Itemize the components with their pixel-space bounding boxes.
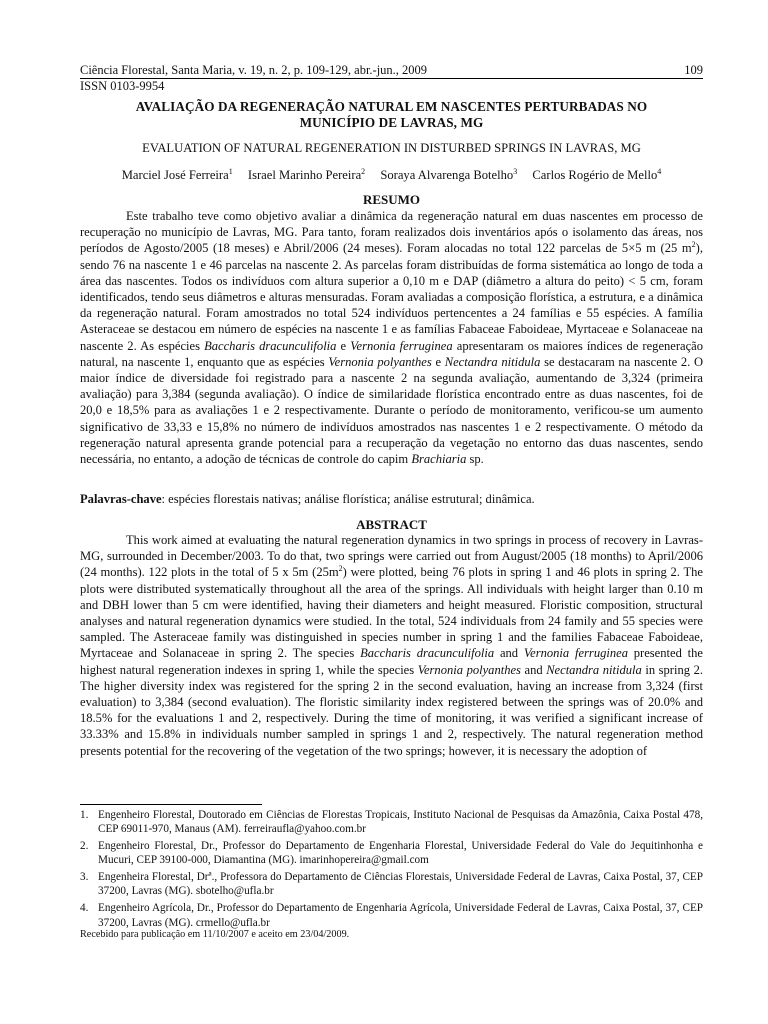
footnote-divider <box>80 804 262 805</box>
keywords-text: : espécies florestais nativas; análise florística; análise estrutural; dinâmica. <box>161 492 535 506</box>
genus-name: Brachiaria <box>411 452 467 467</box>
title-pt-line-1: AVALIAÇÃO DA REGENERAÇÃO NATURAL EM NASCENTES PERTURBADAS NO <box>135 99 648 114</box>
issn: ISSN 0103-9954 <box>80 79 165 93</box>
footnote: 1. Engenheiro Florestal, Doutorado em Ciências de Florestas Tropicais, Instituto Nacional de Pesquisas da Amazônia, Caixa Postal 478, CEP 69011-970, Manaus (AM). ferreiraufla@yahoo.com.br <box>80 809 703 836</box>
author: Carlos Rogério de Mello$^4$ <box>532 167 662 183</box>
resumo-heading: RESUMO <box>362 192 421 207</box>
species-name: Vernonia polyanthes <box>417 662 521 677</box>
abstract-heading: ABSTRACT <box>356 517 427 532</box>
species-name: Nectandra nitidula <box>546 662 642 677</box>
keywords-label: Palavras-chave <box>80 492 162 506</box>
footnote: 3. Engenheira Florestal, Drª., Professora do Departamento de Ciências Florestais, Universidade Federal de Lavras, Caixa Postal, 37, CEP 37200, Lavras (MG). sbotelho@ufla.br <box>80 871 703 898</box>
author: Marciel José Ferreira$^1$ <box>121 167 233 183</box>
species-name: Baccharis dracunculifolia <box>360 646 495 661</box>
paper-title-portuguese <box>80 99 703 131</box>
footnote: 2. Engenheiro Florestal, Dr., Professor do Departamento de Engenharia Florestal, Universidade Federal do Vale do Jequitinhonha e Mucuri, CEP 39100-000, Diamantina (MG). imarinhopereira@gmail.com <box>80 840 703 867</box>
footnotes <box>80 808 703 932</box>
species-name: Vernonia ferruginea <box>350 338 453 353</box>
abstract-paragraph: This work aimed at evaluating the natural regeneration dynamics in two springs in process of recovery in Lavras-MG, surrounded in December/2003. To do that, two springs were carried out from August/2005 (18 months) to April/2006 (24 months). 122 plots in the total of 5 x 5m $(25m^2)$ were plotted, being 76 plots in spring 1 and 46 plots in spring 2. The plots were distributed systematically throughout all the area of the springs. All individuals with height larger than 0.10 m and DBH lower than 5 cm were identified, having their diameters and height measured. Floristic composition, structural analyses and natural regeneration dynamics were studied. In the total, 524 individuals from 24 family and 55 species were sampled. The Asteraceae family was distinguished in species number in spring 1 and the families Fabaceae Faboideae, Myrtaceae and Solanaceae in spring 2. The species Baccharis dracunculifolia and Vernonia ferruginea presented the highest natural regeneration indexes in spring 1, while the species Vernonia polyanthes and Nectandra nitidula in spring 2. The higher diversity index was registered for the spring 2 in the second evaluation, having an increase from 3,324 (first evaluation) to 3,384 (second evaluation). The floristic similarity index registered between the springs was of 20.0% and 18.5% for the evaluations 1 and 2, respectively. During the time of monitoring, it was verified a significant increase of 33.33% and 15.8% in individuals number sampled in springs 1 and 2, respectively. The natural regeneration method presents potential for the recovering of the vegetation of the two springs; however, it is necessary the adoption of <box>80 533 704 758</box>
species-name: Vernonia polyanthes <box>328 354 432 369</box>
footnote: 4. Engenheiro Agrícola, Dr., Professor do Departamento de Engenharia Agrícola, Universidade Federal de Lavras, Caixa Postal, 37, CEP 37200, Lavras (MG). crmello@ufla.br <box>80 902 703 929</box>
affiliation-mark: 4 <box>657 167 662 176</box>
species-name: Vernonia ferruginea <box>523 646 628 661</box>
resumo-paragraph: Este trabalho teve como objetivo avaliar a dinâmica da regeneração natural em duas nascentes em processo de recuperação no município de Lavras, MG. Para tanto, foram realizados dois inventários após o isolamento das áreas, nos períodos de Agosto/2005 (18 meses) e Abril/2006 (24 meses). Foram alocadas no total 122 parcelas de 5×5 m (25 $m^2$), sendo 76 na nascente 1 e 46 parcelas na nascente 2. As parcelas foram distribuídas de forma sistemática ao longo de toda a área das nascentes. Todos os indivíduos com altura superior a 0,10 m e DAP (diâmetro a altura do peito) < 5 cm, foram identificados, tendo seus diâmetros e alturas mensuradas. Foram avaliadas a composição florística, a estrutura, e a dinâmica da regeneração natural. Foram amostrados no total 524 indivíduos pertencentes a 24 famílias e 55 espécies. A família Asteraceae se destacou em número de espécies na nascente 1 e as famílias Fabaceae Faboideae, Myrtaceae e Solanaceae na nascente 2. As espécies Baccharis dracunculifolia e Vernonia ferruginea apresentaram os maiores índices de regeneração natural, na nascente 1, enquanto que as espécies Vernonia polyanthes e Nectandra nitidula se destacaram na nascente 2. O maior índice de diversidade foi registrado para a nascente 2 na segunda avaliação, aumentando de 3,324 (primeira avaliação) para 3,384 (segunda avaliação). O índice de similaridade florística encontrado entre as duas nascentes, foi de 20,0 e 18,5% para as avaliações 1 e 2 respectivamente. Durante o período de monitoramento, verificou-se um aumento significativo de 33,33 e 15,8% no número de indivíduos amostrados nas nascentes 1 e 2 respectivamente. O método da regeneração natural apresenta grande potencial para a recuperação da vegetação no entorno das duas nascentes, sendo necessária, no entanto, a adoção de técnicas de controle do capim Brachiaria sp. <box>80 209 704 467</box>
journal-citation: Ciência Florestal, Santa Maria, v. 19, n. 2, p. 109-129, abr.-jun., 2009 <box>80 63 428 77</box>
page-number: 109 <box>684 63 703 77</box>
paper-title-english: EVALUATION OF NATURAL REGENERATION IN DISTURBED SPRINGS IN LAVRAS, MG <box>142 141 641 155</box>
author-list <box>80 164 703 183</box>
species-name: Nectandra nitidula <box>444 354 541 369</box>
received-date-note: Recebido para publicação em 11/10/2007 e aceito em 23/04/2009. <box>80 929 350 940</box>
running-header <box>80 63 703 79</box>
keywords <box>80 491 703 507</box>
species-name: Baccharis dracunculifolia <box>204 338 337 353</box>
author: Soraya Alvarenga Botelho$^3$ <box>380 167 518 183</box>
affiliation-mark: 3 <box>513 167 518 176</box>
affiliation-mark: 2 <box>361 167 366 176</box>
title-pt-line-2: MUNICÍPIO DE LAVRAS, MG <box>299 115 484 130</box>
author: Israel Marinho Pereira$^2$ <box>247 167 366 183</box>
affiliation-mark: 1 <box>228 167 233 176</box>
